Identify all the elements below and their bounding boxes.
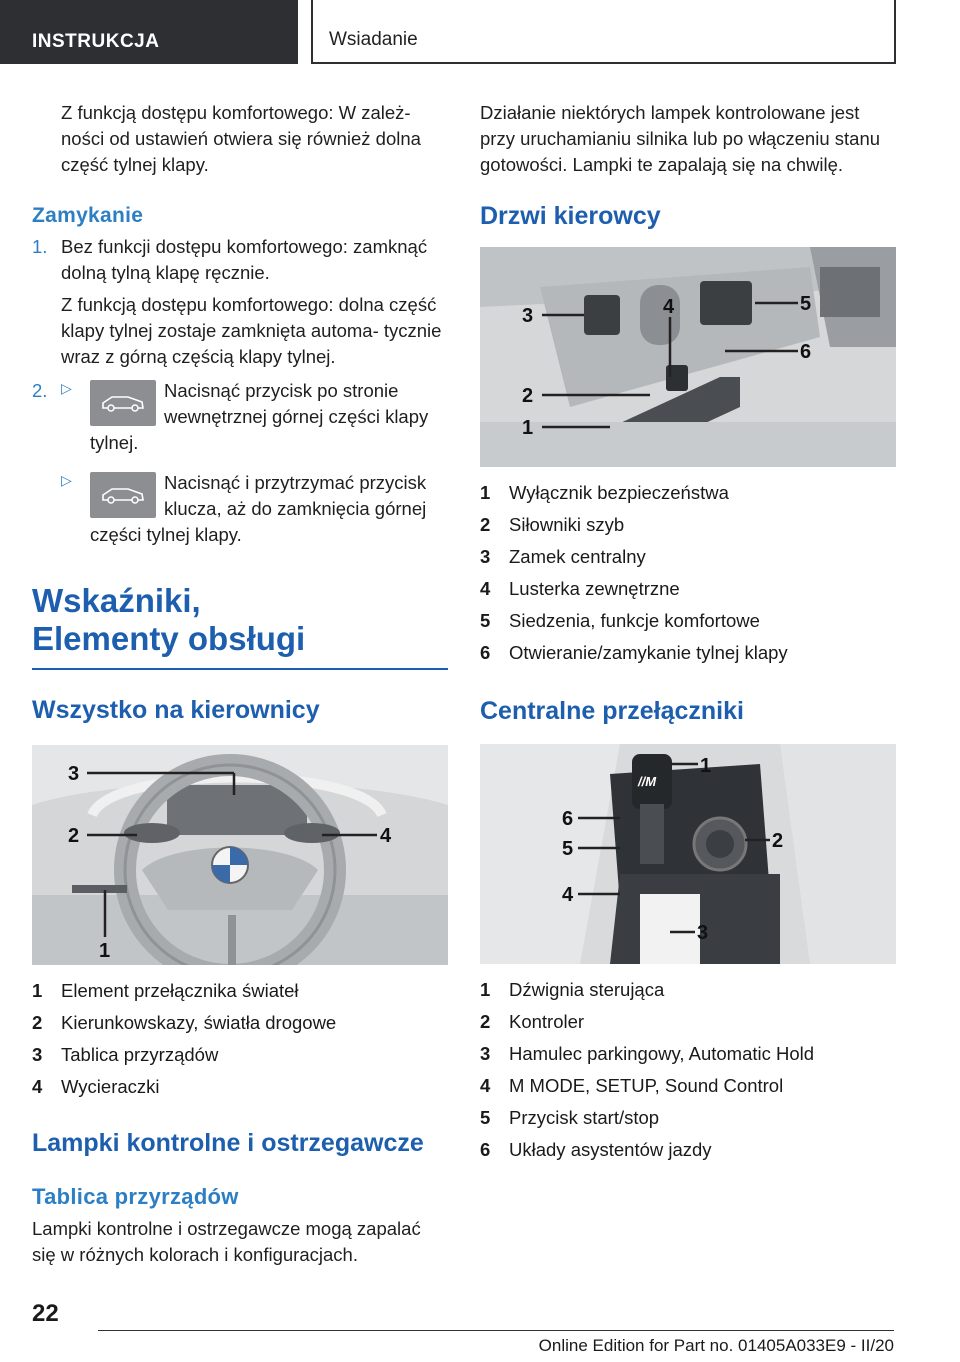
page-number: 22: [32, 1300, 59, 1327]
legend-text: M MODE, SETUP, Sound Control: [509, 1075, 784, 1096]
header-chapter-tab: [311, 0, 896, 64]
legend-number: 6: [480, 1139, 491, 1160]
cluster-text: Lampki kontrolne i ostrzegawcze mogą zapalać się w różnych kolorach i konfiguracjach.: [32, 1218, 421, 1265]
intro-paragraph: Z funkcją dostępu komfortowego: W zależ- ności od ustawień otwiera się również dolna część tylnej klapy.: [61, 102, 421, 175]
legend-text: Zamek centralny: [509, 546, 646, 567]
legend-item: [480, 477, 896, 509]
tailgate-button-icon: [90, 380, 156, 426]
step-1-number: 1.: [32, 236, 48, 257]
header-section-tab: [0, 0, 298, 64]
door-callout: 1: [522, 417, 534, 439]
footer-rule: [98, 1330, 894, 1331]
legend-item: [32, 1071, 448, 1103]
console-legend: [480, 974, 896, 1166]
key-button-icon: [90, 472, 156, 518]
steering-callout: 3: [68, 763, 80, 785]
console-callout: 1: [700, 755, 712, 777]
legend-number: 4: [480, 1075, 491, 1096]
legend-item: [480, 1006, 896, 1038]
legend-number: 3: [480, 1043, 491, 1064]
legend-text: Wycieraczki: [61, 1076, 160, 1097]
legend-text: Dźwignia sterująca: [509, 979, 665, 1000]
m-logo: //M: [638, 774, 657, 789]
legend-text: Przycisk start/stop: [509, 1107, 660, 1128]
legend-number: 2: [480, 514, 491, 535]
legend-text: Układy asystentów jazdy: [509, 1139, 712, 1160]
step-1-subtext: Z funkcją dostępu komfortowego: dolna część klapy tylnej zostaje zamknięta automa- tycznie wraz z górną częścią klapy tylnej.: [61, 294, 442, 367]
legend-number: 5: [480, 610, 491, 631]
closing-heading: Zamykanie: [32, 204, 144, 227]
legend-number: 4: [32, 1076, 43, 1097]
console-callout: 5: [562, 838, 574, 860]
legend-number: 3: [32, 1044, 43, 1065]
legend-item: [32, 1007, 448, 1039]
legend-item: [480, 637, 896, 669]
legend-item: [480, 1102, 896, 1134]
legend-number: 3: [480, 546, 491, 567]
triangle-bullet-icon: ▷: [61, 380, 72, 396]
door-heading: Drzwi kierowcy: [480, 202, 661, 230]
step-2a-text: Nacisnąć przycisk po stronie wewnętrznej górnej części klapy tylnej.: [90, 380, 429, 453]
door-callout: 2: [522, 385, 534, 407]
legend-number: 2: [480, 1011, 491, 1032]
legend-text: Otwieranie/zamykanie tylnej klapy: [509, 642, 788, 663]
legend-item: [32, 1039, 448, 1071]
legend-item: [480, 605, 896, 637]
legend-text: Tablica przyrządów: [61, 1044, 219, 1065]
console-callout: 3: [697, 922, 709, 944]
console-heading: Centralne przełączniki: [480, 697, 744, 725]
legend-text: Wyłącznik bezpieczeństwa: [509, 482, 729, 503]
legend-item: [480, 509, 896, 541]
legend-number: 1: [480, 979, 491, 1000]
footer-edition: Online Edition for Part no. 01405A033E9 - II/20: [538, 1336, 894, 1355]
door-callout: 5: [800, 293, 812, 315]
steering-heading: Wszystko na kierownicy: [32, 696, 320, 724]
cluster-heading: Tablica przyrządów: [32, 1184, 239, 1209]
header-chapter-label: Wsiadanie: [329, 29, 418, 50]
legend-text: Hamulec parkingowy, Automatic Hold: [509, 1043, 815, 1064]
right-intro-paragraph: Działanie niektórych lampek kontrolowane jest przy uruchamianiu silnika lub po włączeniu stanu gotowości. Lampki te zapalają się na chwilę.: [480, 102, 881, 175]
legend-item: [32, 975, 448, 1007]
legend-number: 6: [480, 642, 491, 663]
legend-text: Siłowniki szyb: [509, 514, 625, 535]
step-2a: [32, 378, 448, 456]
step-1: [32, 234, 448, 370]
legend-number: 4: [480, 578, 491, 599]
legend-number: 1: [32, 980, 43, 1001]
legend-item: [480, 1038, 896, 1070]
door-callout: 3: [522, 305, 534, 327]
step-2-number: 2.: [32, 380, 48, 401]
console-callout: 6: [562, 808, 574, 830]
legend-text: Kierunkowskazy, światła drogowe: [61, 1012, 337, 1033]
legend-item: [480, 1070, 896, 1102]
door-callout: 6: [800, 341, 812, 363]
steering-callout: 2: [68, 825, 80, 847]
lamps-heading: Lampki kontrolne i ostrzegawcze: [32, 1129, 424, 1157]
driver-door-figure: [480, 247, 896, 467]
center-console-figure: [480, 744, 896, 964]
right-column: [480, 100, 896, 1166]
legend-item: [480, 541, 896, 573]
legend-text: Siedzenia, funkcje komfortowe: [509, 610, 760, 631]
header-section-label: INSTRUKCJA: [32, 31, 160, 52]
legend-number: 5: [480, 1107, 491, 1128]
legend-text: Kontroler: [509, 1011, 585, 1032]
legend-number: 1: [480, 482, 491, 503]
step-2b-text: Nacisnąć i przytrzymać przycisk klucza, aż do zamknięcia górnej części tylnej klapy.: [90, 472, 427, 545]
legend-item: [480, 573, 896, 605]
legend-text: Element przełącznika świateł: [61, 980, 299, 1001]
left-column: [32, 100, 448, 1268]
legend-item: [480, 1134, 896, 1166]
step-2b: [32, 470, 448, 548]
steering-legend: [32, 975, 448, 1103]
step-1-text: Bez funkcji dostępu komfortowego: zamknąć dolną tylną klapę ręcznie.: [61, 236, 428, 283]
triangle-bullet-icon: ▷: [61, 472, 72, 488]
console-callout: 2: [772, 830, 784, 852]
door-legend: [480, 477, 896, 669]
door-callout: 4: [663, 296, 675, 318]
legend-text: Lusterka zewnętrzne: [509, 578, 680, 599]
console-callout: 4: [562, 884, 574, 906]
legend-item: [480, 974, 896, 1006]
steering-callout: 4: [380, 825, 392, 847]
steering-callout: 1: [99, 940, 111, 962]
main-heading: Wskaźniki, Elementy obsługi: [32, 582, 306, 657]
legend-number: 2: [32, 1012, 43, 1033]
heading-rule: [32, 668, 448, 670]
steering-wheel-figure: [32, 745, 448, 965]
